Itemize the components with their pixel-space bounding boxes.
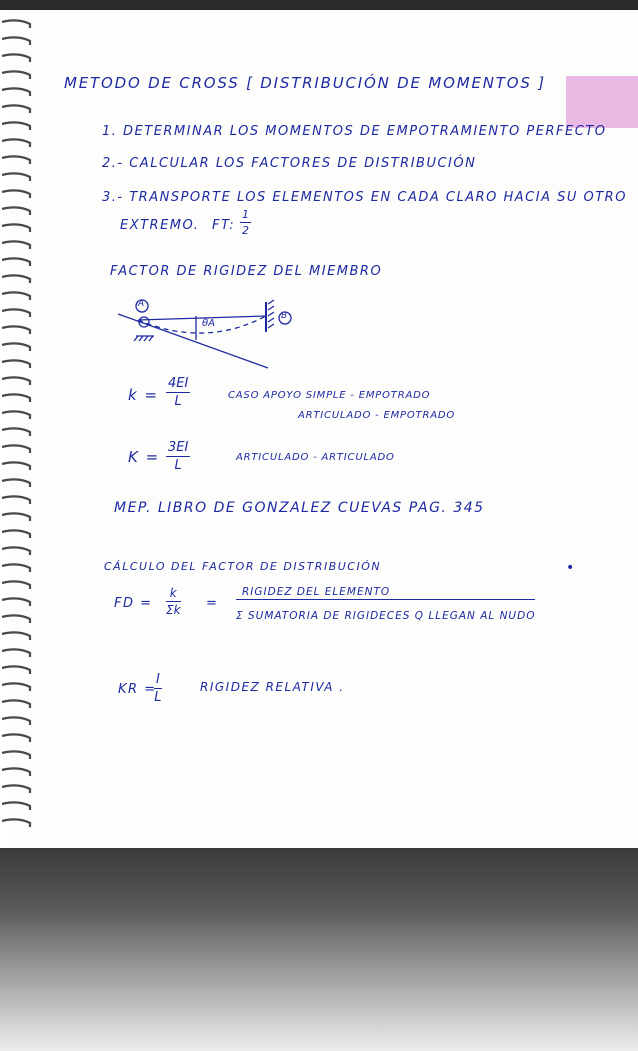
calculo-heading: CÁLCULO DEL FACTOR DE DISTRIBUCIÓN (104, 560, 382, 573)
spiral-ring (2, 632, 30, 640)
k1-fraction (166, 376, 190, 409)
spiral-ring (2, 649, 30, 657)
k1-note-1: CASO APOYO SIMPLE - EMPOTRADO (228, 390, 431, 401)
spiral-ring (2, 156, 30, 164)
k1-note-2: ARTICULADO - EMPOTRADO (298, 410, 456, 421)
step-3-continued: EXTREMO. (120, 218, 200, 233)
spiral-ring (2, 428, 30, 436)
spiral-ring (2, 734, 30, 742)
fd-fraction-2 (236, 586, 535, 622)
spiral-ring (2, 54, 30, 62)
fd-lhs: FD = (114, 596, 153, 611)
k2-note: ARTICULADO - ARTICULADO (236, 452, 395, 463)
spiral-ring (2, 343, 30, 351)
k1-lhs: k = (128, 386, 159, 404)
sticky-tab (566, 76, 638, 128)
spiral-ring (2, 411, 30, 419)
mep-reference: MEP. LIBRO DE GONZALEZ CUEVAS PAG. 345 (114, 500, 485, 516)
spiral-ring (2, 802, 30, 810)
spiral-ring (2, 581, 30, 589)
spiral-ring (2, 513, 30, 521)
spiral-ring (2, 717, 30, 725)
fd-denominator-1: Σk (166, 603, 181, 617)
kr-denominator: L (154, 690, 162, 705)
ft-denominator: 2 (242, 224, 249, 237)
k2-lhs: K = (128, 448, 160, 466)
dot-mark: • (566, 560, 576, 576)
spiral-ring (2, 360, 30, 368)
kr-fraction (154, 672, 162, 705)
spiral-ring (2, 547, 30, 555)
spiral-ring (2, 700, 30, 708)
spiral-ring (2, 173, 30, 181)
k2-denominator: L (174, 458, 182, 473)
spiral-ring (2, 751, 30, 759)
fd-denominator-2: Σ SUMATORIA DE RIGIDECES Q LLEGAN AL NUDO (236, 610, 536, 622)
spiral-binding (0, 10, 38, 840)
step-1: 1. DETERMINAR LOS MOMENTOS DE EMPOTRAMIENTO PERFECTO (102, 124, 607, 139)
spiral-ring (2, 496, 30, 504)
scan-background (0, 848, 638, 1051)
fd-equals: = (206, 596, 219, 611)
spiral-ring (2, 139, 30, 147)
spiral-ring (2, 598, 30, 606)
spiral-ring (2, 462, 30, 470)
k1-numerator: 4EI (168, 376, 189, 391)
spiral-ring (2, 615, 30, 623)
kr-lhs: KR = (118, 682, 157, 697)
kr-numerator: I (156, 672, 160, 687)
step-2: 2.- CALCULAR LOS FACTORES DE DISTRIBUCIÓN (102, 156, 477, 171)
scan-border-top (0, 0, 638, 10)
spiral-ring (2, 530, 30, 538)
spiral-ring (2, 88, 30, 96)
spiral-ring (2, 683, 30, 691)
spiral-ring (2, 207, 30, 215)
spiral-ring (2, 241, 30, 249)
page-title: METODO DE CROSS [ DISTRIBUCIÓN DE MOMENTOS ] (64, 74, 546, 92)
spiral-ring (2, 666, 30, 674)
kr-text: RIGIDEZ RELATIVA . (200, 680, 345, 694)
spiral-ring (2, 292, 30, 300)
spiral-ring (2, 258, 30, 266)
spiral-ring (2, 564, 30, 572)
node-a-label: A (138, 299, 145, 309)
spiral-ring (2, 326, 30, 334)
spiral-ring (2, 819, 30, 827)
factor-heading: FACTOR DE RIGIDEZ DEL MIEMBRO (110, 264, 383, 279)
fd-numerator-2: RIGIDEZ DEL ELEMENTO (236, 586, 535, 600)
spiral-ring (2, 768, 30, 776)
spiral-ring (2, 190, 30, 198)
node-b-label: B (281, 311, 288, 321)
spiral-ring (2, 275, 30, 283)
spiral-ring (2, 479, 30, 487)
spiral-ring (2, 394, 30, 402)
spiral-ring (2, 122, 30, 130)
fd-numerator-1: k (166, 586, 181, 602)
k2-fraction (166, 440, 190, 473)
theta-label: θA (202, 318, 215, 329)
k1-denominator: L (174, 394, 182, 409)
spiral-ring (2, 105, 30, 113)
step-3: 3.- TRANSPORTE LOS ELEMENTOS EN CADA CLARO HACIA SU OTRO (102, 190, 627, 205)
fd-fraction-1 (166, 586, 181, 617)
spiral-ring (2, 377, 30, 385)
ft-label: FT: (212, 218, 236, 233)
ft-fraction (240, 208, 251, 237)
spiral-ring (2, 785, 30, 793)
ft-numerator: 1 (242, 208, 249, 221)
k2-numerator: 3EI (168, 440, 189, 455)
spiral-ring (2, 20, 30, 28)
spiral-ring (2, 37, 30, 45)
spiral-ring (2, 71, 30, 79)
spiral-ring (2, 445, 30, 453)
spiral-ring (2, 224, 30, 232)
spiral-ring (2, 309, 30, 317)
